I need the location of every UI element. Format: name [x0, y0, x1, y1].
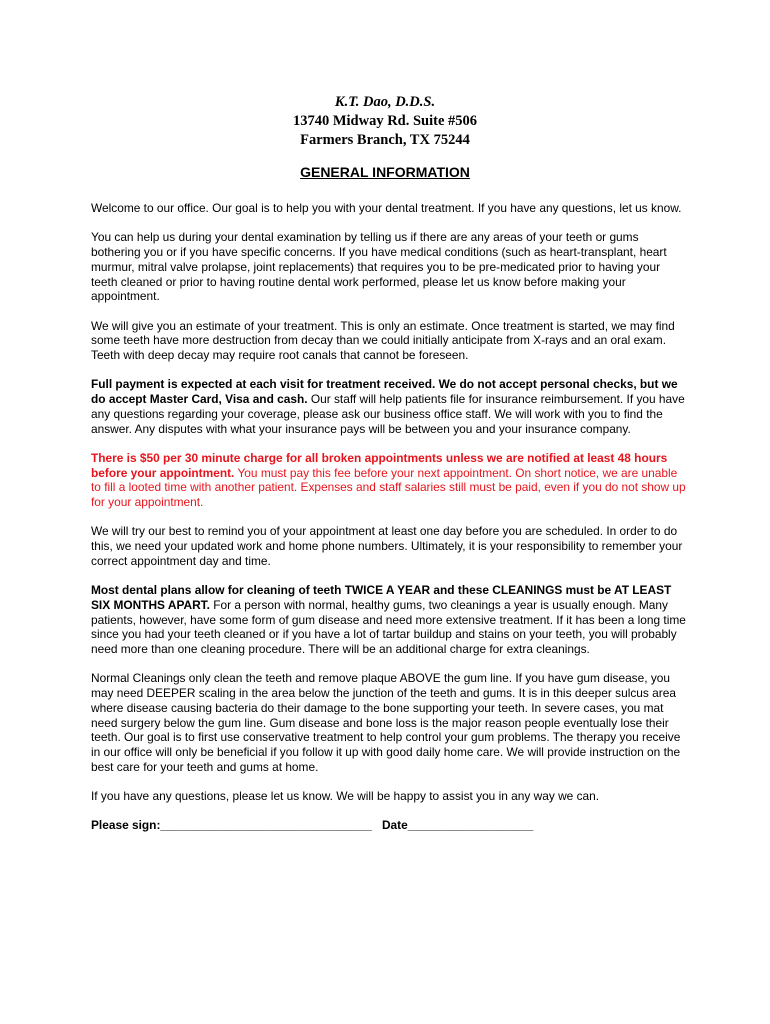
paragraph-reminder: We will try our best to remind you of your appointment at least one day before you are scheduled. In order to do this, we need your updated work and home phone numbers. Ultimately, it is your responsibility to remember your correct appointment day and time. [91, 524, 683, 568]
cleanings-policy-text: For a person with normal, healthy gums, two cleanings a year is usually enough. Many patients, however, have some form of gum disease and need more extensive treatment. If it has been a long time since you had your teeth cleaned or if you have a lot of tartar buildup and stains on your teeth, you will probably need more than one cleaning procedure. There will be an additional charge for extra cleanings. [91, 597, 686, 656]
paragraph-normal-cleanings: Normal Cleanings only clean the teeth and remove plaque ABOVE the gum line. If you have gum disease, you may need DEEPER scaling in the area below the junction of the teeth and gums. It is in this deeper sulcus area where disease causing bacteria do their damage to the bone supporting your teeth. In severe cases, you mat need surgery below the gum line. Gum disease and bone loss is the major reason people eventually lose their teeth. Our goal is to first use conservative treatment to help control your gum problems. The therapy you receive in our office will only be beneficial if you follow it up with good daily home care. We will provide instruction on the best care for your teeth and gums at home. [91, 671, 681, 774]
signature-line[interactable]: :________________________________ [156, 818, 373, 833]
signature-row [91, 818, 687, 833]
office-address: 13740 Midway Rd. Suite #506 [292, 113, 478, 129]
paragraph-welcome: Welcome to our office. Our goal is to help you with your dental treatment. If you have any questions, let us know. [91, 201, 682, 215]
paragraph-cleanings [91, 583, 687, 657]
signature-label: Please sign [91, 818, 157, 833]
payment-policy-bold: Full payment is expected at each visit for treatment received. We do not accept personal checks, but we do accept Master Card, Visa and cash. [91, 377, 678, 407]
doctor-name: K.T. Dao, D.D.S. [334, 94, 436, 110]
date-label: Date [381, 818, 408, 833]
paragraph-broken-appointments [91, 451, 687, 510]
page-title: GENERAL INFORMATION [300, 164, 470, 180]
broken-appointment-bold: There is $50 per 30 minute charge for all broken appointments unless we are notified at least 48 hours before your appointment. [91, 450, 668, 480]
office-city: Farmers Branch, TX 75244 [300, 132, 470, 148]
paragraph-medical: You can help us during your dental examination by telling us if there are any areas of your teeth or gums bothering you or if you have specific concerns. If you have medical conditions (such as heart-transplant, heart murmur, mitral valve prolapse, joint replacements) that requires you to be pre-medicated prior to having your teeth cleaned or prior to having routine dental work performed, please let us know before making your appointment. [91, 230, 667, 304]
cleanings-policy-bold: Most dental plans allow for cleaning of teeth TWICE A YEAR and these CLEANINGS must be AT LEAST SIX MONTHS APART. [91, 583, 672, 612]
paragraph-payment [91, 377, 687, 436]
office-header [0, 93, 770, 150]
date-line[interactable]: ___________________ [407, 818, 534, 833]
document-body [91, 201, 687, 833]
payment-policy-text: Our staff will help patients file for insurance reimbursement. If you have any questions regarding your coverage, please ask our business office staff. We will work with you to find the answer. Any disputes with what your insurance pays will be between you and your insurance company. [91, 392, 685, 436]
paragraph-estimate: We will give you an estimate of your treatment. This is only an estimate. Once treatment is started, we may find some teeth have more destruction from decay than we could initially anticipate from X-rays and an oral exam. Teeth with deep decay may require root canals that cannot be foreseen. [91, 318, 675, 362]
paragraph-questions: If you have any questions, please let us know. We will be happy to assist you in any way we can. [91, 789, 600, 803]
broken-appointment-text: You must pay this fee before your next appointment. On short notice, we are unable to fill a looted time with another patient. Expenses and staff salaries still must be paid, even if you do not show up for your appointment. [91, 465, 686, 509]
